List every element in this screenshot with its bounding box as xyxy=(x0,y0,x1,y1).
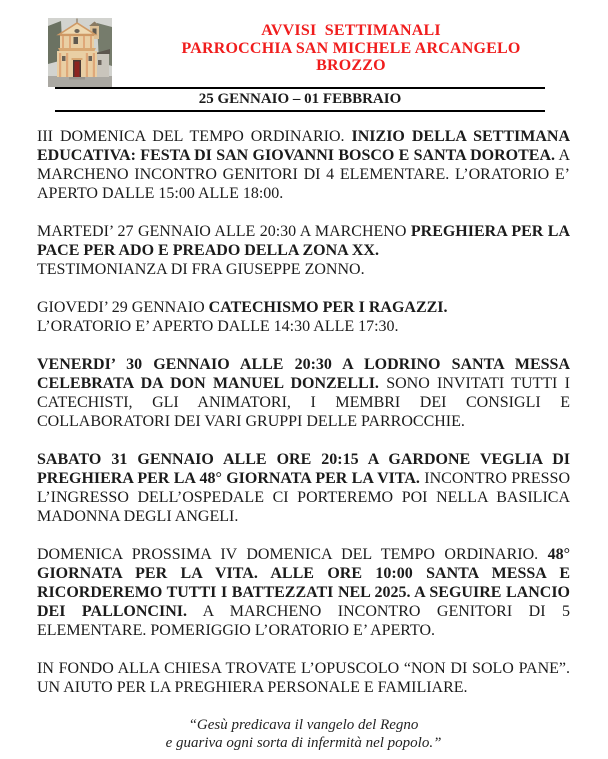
date-band xyxy=(55,87,545,112)
text-segment: A MARCHENO INCONTRO GENITORI DI 4 ELEMENTARE. L’ORATORIO E’ APERTO DALLE 15:00 ALLE 18:00. xyxy=(37,147,570,202)
quote-line: e guariva ogni sorta di infermità nel popolo.” xyxy=(165,735,442,751)
notice-paragraph xyxy=(37,545,570,640)
text-segment: A MARCHENO INCONTRO GENITORI DI 5 ELEMENTARE. POMERIGGIO L’ORATORIO E’ APERTO. xyxy=(37,603,570,639)
notice-paragraph xyxy=(37,659,570,697)
text-segment: TESTIMONIANZA DI FRA GIUSEPPE ZONNO. xyxy=(37,261,365,278)
text-segment: MARTEDI’ 27 GENNAIO ALLE 20:30 A MARCHENO xyxy=(37,223,411,240)
text-segment: DOMENICA PROSSIMA IV DOMENICA DEL TEMPO ORDINARIO. xyxy=(37,546,548,563)
bold-segment: PREGHIERA PER LA PACE PER ADO E PREADO DELLA ZONA XX. xyxy=(37,223,570,259)
text-segment: IN FONDO ALLA CHIESA TROVATE L’OPUSCOLO “NON DI SOLO PANE”. UN AIUTO PER LA PREGHIERA PERSONALE E FAMILIARE. xyxy=(37,660,570,696)
notice-paragraph xyxy=(37,355,570,431)
bold-segment: INIZIO DELLA SETTIMANA EDUCATIVA: FESTA DI SAN GIOVANNI BOSCO E SANTA DOROTEA. xyxy=(37,128,571,164)
notice-paragraph xyxy=(37,450,570,526)
bold-segment: CATECHISMO PER I RAGAZZI. xyxy=(208,299,448,316)
bold-segment: 48° GIORNATA PER LA VITA. ALLE ORE 10:00 SANTA MESSA E RICORDEREMO TUTTI I BATTEZZATI NEL 2025. A SEGUIRE LANCIO DEI PALLONCINI. xyxy=(37,546,570,620)
text-segment: INCONTRO PRESSO L’INGRESSO DELL’OSPEDALE CI PORTEREMO POI NELLA BASILICA MADONNA DEGLI ANGELI. xyxy=(37,470,571,525)
notice-paragraph xyxy=(37,127,570,203)
text-segment: SONO INVITATI TUTTI I CATECHISTI, GLI ANIMATORI, I MEMBRI DEI CONSIGLI E COLLABORATORI DEI VARI GRUPPI DELLE PARROCCHIE. xyxy=(37,375,570,430)
notices xyxy=(37,127,570,752)
bold-segment: VENERDI’ 30 GENNAIO ALLE 20:30 A LODRINO SANTA MESSA CELEBRATA DA DON MANUEL DONZELLI. xyxy=(37,356,570,392)
page-title xyxy=(112,22,590,75)
gospel-quote xyxy=(37,716,570,752)
notice-paragraph xyxy=(37,222,570,279)
title-line: BROZZO xyxy=(316,57,386,75)
title-line: AVVISI SETTIMANALI xyxy=(261,22,441,39)
title-line: PARROCCHIA SAN MICHELE ARCANGELO xyxy=(181,39,521,57)
quote-line: “Gesù predicava il vangelo del Regno xyxy=(188,717,419,733)
date-range: 25 GENNAIO – 01 FEBBRAIO xyxy=(198,91,402,107)
text-segment: III DOMENICA DEL TEMPO ORDINARIO. xyxy=(37,128,352,145)
text-segment: GIOVEDI’ 29 GENNAIO xyxy=(37,299,209,316)
text-segment: L’ORATORIO E’ APERTO DALLE 14:30 ALLE 17:30. xyxy=(37,318,399,335)
notice-paragraph xyxy=(37,298,570,336)
church-photo xyxy=(48,18,112,87)
horizontal-rule-bottom xyxy=(55,110,545,112)
bold-segment: SABATO 31 GENNAIO ALLE ORE 20:15 A GARDONE VEGLIA DI PREGHIERA PER LA 48° GIORNATA PER LA VITA. xyxy=(37,451,570,487)
